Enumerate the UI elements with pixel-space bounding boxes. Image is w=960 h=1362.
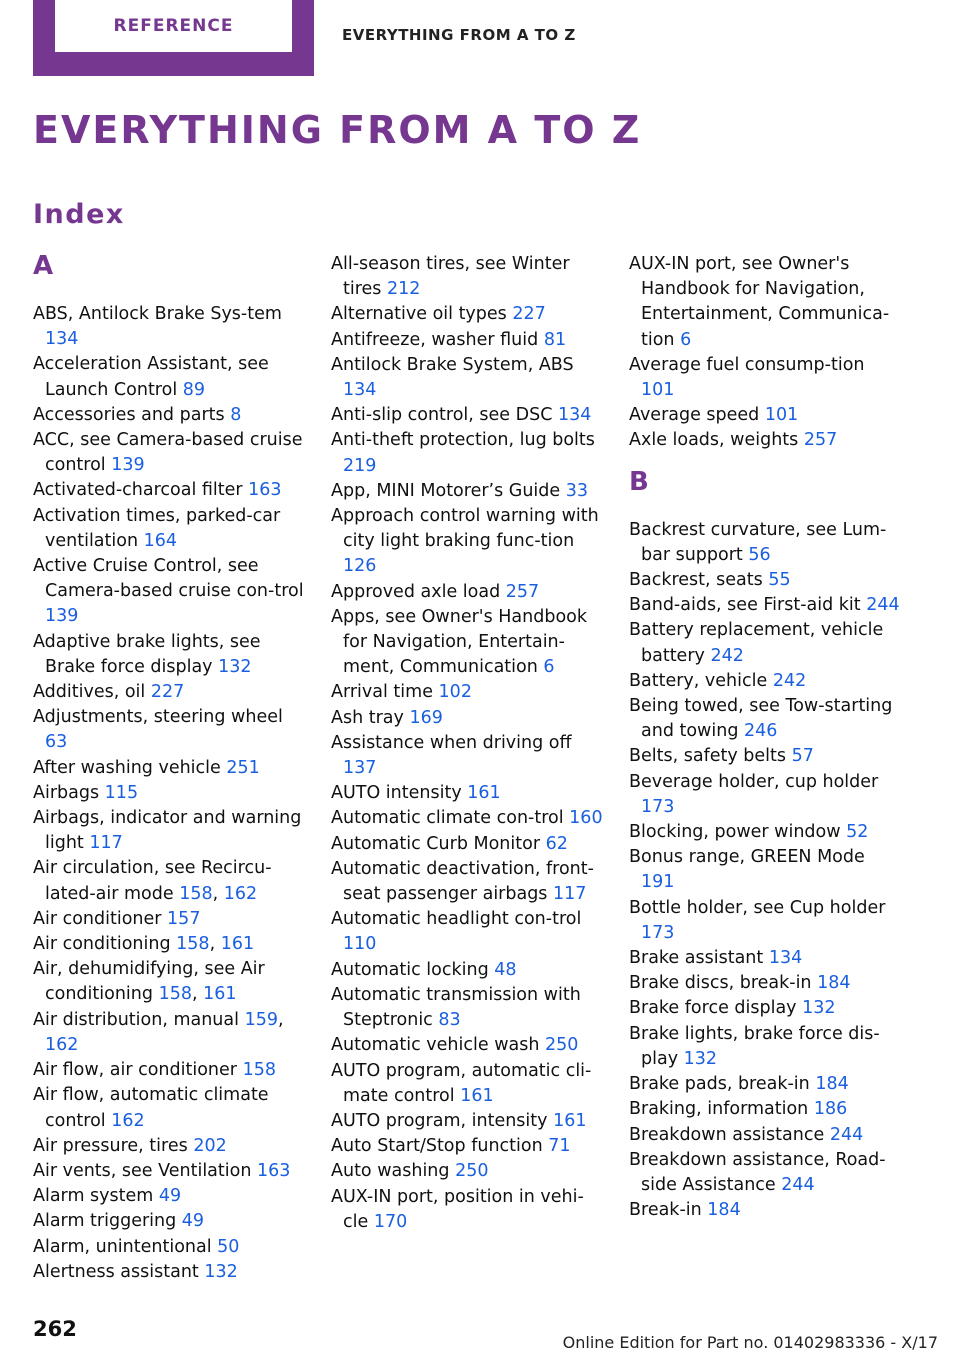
index-entry-text: Air vents, see Ventilation <box>33 1160 252 1181</box>
index-entry <box>331 1159 603 1184</box>
index-entry <box>629 946 901 971</box>
index-entry-text: Automatic vehicle wash <box>331 1035 540 1056</box>
page-reference-link[interactable]: 134 <box>768 948 803 969</box>
index-entry-text: Auto Start/Stop function <box>331 1136 543 1157</box>
index-entry-text: Adaptive brake lights, see Brake force display <box>33 631 261 677</box>
index-entry <box>629 353 901 403</box>
index-entry <box>629 896 901 946</box>
page-reference-link[interactable]: 50 <box>217 1236 240 1257</box>
index-entry-text: ACC, see Camera-based cruise control <box>33 430 303 476</box>
index-entry-text: Arrival time <box>331 682 433 703</box>
page-reference-link[interactable]: 62 <box>545 833 568 854</box>
page-reference-link[interactable]: 250 <box>455 1161 489 1182</box>
index-entry-text: Band-aids, see First-aid kit <box>629 595 861 616</box>
index-heading: Index <box>33 199 125 230</box>
index-entry <box>629 1097 901 1122</box>
index-entry-text: AUTO program, automatic cli-mate control <box>331 1060 592 1106</box>
page-reference-link[interactable]: 162 <box>111 1110 145 1131</box>
page-reference-link[interactable]: 227 <box>150 682 185 703</box>
page-reference-link[interactable]: 49 <box>181 1211 205 1232</box>
index-entry <box>331 403 603 428</box>
index-entry-text: Backrest curvature, see Lum-bar support <box>629 519 887 565</box>
index-entry <box>331 806 603 831</box>
index-entry-text: Brake assistant <box>629 948 764 969</box>
page-reference-link[interactable]: 250 <box>545 1035 579 1056</box>
index-entry <box>629 568 901 593</box>
index-entry-text: Approach control warning with city light braking func-tion <box>331 506 599 552</box>
page-reference-link[interactable]: 163 <box>248 480 282 501</box>
index-entry <box>629 820 901 845</box>
page-reference-link[interactable]: 8 <box>230 404 242 425</box>
index-entry <box>331 428 603 478</box>
page-reference-link[interactable]: 52 <box>846 822 869 843</box>
index-entry-text: Alternative oil types <box>331 304 507 325</box>
index-entry-text: Being towed, see Tow-starting and towing <box>629 696 893 742</box>
index-entry-text: Air flow, automatic climate control <box>33 1085 269 1131</box>
page-reference-link[interactable]: 132 <box>802 998 836 1019</box>
index-entry <box>331 353 603 403</box>
page-reference-link[interactable]: 139 <box>111 455 145 476</box>
index-entry-text: Automatic deactivation, front-seat passenger airbags <box>331 858 594 905</box>
index-entry <box>331 680 603 705</box>
page-reference-link[interactable]: 251 <box>226 757 260 778</box>
page-reference-link[interactable]: 162 <box>223 883 258 904</box>
index-entry <box>33 403 305 428</box>
index-entry <box>331 580 603 605</box>
index-entry <box>33 680 305 705</box>
page-reference-link[interactable]: 115 <box>104 782 139 803</box>
index-entry-text: Air pressure, tires <box>33 1135 188 1156</box>
index-entry-text: Blocking, power window <box>629 822 841 843</box>
index-entry <box>331 907 603 957</box>
page-reference-link[interactable]: 137 <box>343 758 377 779</box>
index-entry <box>33 478 305 503</box>
index-entry <box>33 756 305 781</box>
index-entry-text: Automatic locking <box>331 959 489 980</box>
index-entry-text: Apps, see Owner's Handbook for Navigation, Entertain-ment, Communication <box>331 606 588 678</box>
index-entry-text: Air, dehumidifying, see Air conditioning <box>33 959 265 1005</box>
index-entry <box>331 1059 603 1109</box>
page-reference-link[interactable]: 191 <box>641 872 675 893</box>
index-entry <box>629 669 901 694</box>
index-entry <box>33 1058 305 1083</box>
index-entry-text: Alarm system <box>33 1186 154 1207</box>
page-reference-link[interactable]: 132 <box>218 656 252 677</box>
header-tab <box>33 0 314 76</box>
index-entry-text: Accessories and parts <box>33 404 225 425</box>
index-entry <box>331 1185 603 1235</box>
index-entry-text: Air conditioner <box>33 908 162 929</box>
page-reference-link[interactable]: 110 <box>343 934 377 955</box>
index-entry <box>629 403 901 428</box>
index-entry-text: Breakdown assistance <box>629 1124 825 1145</box>
index-entry <box>33 1260 305 1285</box>
page-reference-link[interactable]: 33 <box>565 480 589 501</box>
page-reference-link[interactable]: 134 <box>558 405 592 426</box>
index-entry-text: Average fuel consump-tion <box>629 354 865 375</box>
page-reference-link[interactable]: 161 <box>460 1085 494 1106</box>
index-entry-text: AUX-IN port, see Owner's Handbook for Navigation, Entertainment, Communica-tion <box>629 254 890 350</box>
index-entry <box>33 1159 305 1184</box>
page-reference-link[interactable]: 161 <box>467 783 501 804</box>
index-entry-text: Alarm, unintentional <box>33 1236 212 1257</box>
index-entry <box>33 781 305 806</box>
index-entry <box>33 705 305 755</box>
index-entry-text: Additives, oil <box>33 682 146 703</box>
page-reference-link[interactable]: 173 <box>641 796 675 817</box>
page-number: 262 <box>33 1317 77 1341</box>
page-reference-link[interactable]: 134 <box>343 380 377 401</box>
index-entry-text: Assistance when driving off <box>331 732 572 753</box>
index-entry <box>331 857 603 907</box>
index-entry-text: Air distribution, manual <box>33 1009 239 1030</box>
page-reference-link[interactable]: 184 <box>707 1200 741 1221</box>
index-entry-text: Axle loads, weights <box>629 430 799 451</box>
index-entry-text: Bottle holder, see Cup holder <box>629 897 886 918</box>
index-entry <box>331 706 603 731</box>
index-entry <box>331 731 603 781</box>
index-entry <box>33 1209 305 1234</box>
index-entry <box>33 630 305 680</box>
index-entry-text: Activated-charcoal filter <box>33 480 243 501</box>
index-entry-text: Belts, safety belts <box>629 746 787 767</box>
page-reference-link[interactable]: 132 <box>683 1048 718 1069</box>
page-reference-link[interactable]: 71 <box>548 1136 571 1157</box>
index-entry <box>33 907 305 932</box>
header-tab-label: REFERENCE <box>55 0 292 52</box>
index-entry-text: AUTO program, intensity <box>331 1110 548 1131</box>
index-entry-text: ABS, Antilock Brake Sys-tem <box>33 304 282 324</box>
index-entry: Air, dehumidifying, see Air conditioning 158, 161 <box>33 959 265 1005</box>
index-entry <box>331 252 603 302</box>
page-reference-link[interactable]: 57 <box>791 746 814 767</box>
page-reference-link[interactable]: 184 <box>815 1074 849 1095</box>
index-entry <box>33 554 305 630</box>
page-reference-link[interactable]: 134 <box>45 329 79 350</box>
index-entry-text: Brake force display <box>629 998 797 1019</box>
page-reference-link[interactable]: 117 <box>89 833 123 854</box>
page-reference-link[interactable]: 257 <box>505 581 540 602</box>
index-entry: Air distribution, manual 159, 162 <box>33 1009 284 1055</box>
index-entry-text: Average speed <box>629 405 760 426</box>
index-entry-text: AUX-IN port, position in vehi-cle <box>331 1186 584 1232</box>
index-entry <box>331 1033 603 1058</box>
page-reference-link[interactable]: 169 <box>409 707 443 728</box>
page-reference-link[interactable]: 89 <box>182 379 206 400</box>
index-entry-text: Break-in <box>629 1200 702 1221</box>
index-entry <box>629 618 901 668</box>
index-entry <box>629 770 901 820</box>
index-entry-text: Automatic transmission with Steptronic <box>331 984 581 1031</box>
page-reference-link[interactable]: 219 <box>343 455 377 476</box>
page-reference-link[interactable]: 56 <box>748 544 771 565</box>
index-entry-text: Breakdown assistance, Road-side Assistance <box>629 1149 886 1195</box>
page-reference-link[interactable]: 227 <box>512 304 546 325</box>
index-entry <box>331 983 603 1033</box>
index-entry-text: Anti-theft protection, lug bolts <box>331 430 595 451</box>
page-reference-link[interactable]: 161 <box>220 934 255 955</box>
page-reference-link[interactable]: 212 <box>387 279 421 300</box>
page-reference-link[interactable]: 202 <box>193 1135 227 1156</box>
index-entry-text: Alarm triggering <box>33 1211 177 1232</box>
index-entry <box>33 504 305 554</box>
index-entry-text: Acceleration Assistant, see Launch Control <box>33 354 269 400</box>
page-reference-link[interactable]: 158 <box>179 883 213 904</box>
index-entry <box>629 1022 901 1072</box>
index-entry <box>33 302 305 352</box>
index-entry-text: Brake pads, break-in <box>629 1074 810 1095</box>
index-entry <box>33 352 305 402</box>
index-letter-heading: A <box>33 251 54 281</box>
page-reference-link[interactable]: 242 <box>710 645 744 666</box>
index-entry <box>331 781 603 806</box>
index-entry <box>331 302 603 327</box>
index-entry-text: Airbags, indicator and warning light <box>33 808 302 854</box>
index-column-1 <box>33 252 305 1285</box>
header-section-label: EVERYTHING FROM A TO Z <box>342 26 576 44</box>
index-entry-text: All-season tires, see Winter tires <box>331 254 570 300</box>
index-entry-text: Adjustments, steering wheel <box>33 707 283 728</box>
page-reference-link[interactable]: 186 <box>813 1099 848 1120</box>
page-reference-link[interactable]: 170 <box>373 1211 408 1232</box>
index-column-3 <box>629 252 901 1223</box>
index-entry-text: Antifreeze, washer fluid <box>331 329 539 350</box>
index-letter-heading: B <box>629 466 649 497</box>
page-reference-link[interactable]: 173 <box>641 922 675 943</box>
index-entry <box>629 694 901 744</box>
index-entry <box>629 996 901 1021</box>
index-entry-text: Beverage holder, cup holder <box>629 771 879 792</box>
index-entry-text: Battery, vehicle <box>629 670 768 691</box>
index-entry-text: Activation times, parked-car ventilation <box>33 505 281 551</box>
index-entry: Air circulation, see Recircu-lated-air mode 158, 162 <box>33 858 272 904</box>
index-entry-text: Brake lights, brake force dis-play <box>629 1023 880 1069</box>
index-entry-text: Air flow, air conditioner <box>33 1060 237 1081</box>
page-reference-link[interactable]: 81 <box>543 329 567 350</box>
index-entry <box>629 1072 901 1097</box>
page-reference-link[interactable]: 159 <box>244 1009 278 1030</box>
index-entry <box>629 593 901 618</box>
page-reference-link[interactable]: 6 <box>680 329 692 350</box>
index-entry-text: Anti-slip control, see DSC <box>331 405 553 426</box>
index-entry <box>629 518 901 568</box>
page-reference-link[interactable]: 160 <box>569 808 603 829</box>
index-entry <box>33 1184 305 1209</box>
page-reference-link[interactable]: 184 <box>817 973 851 994</box>
index-entry-text: Automatic Curb Monitor <box>331 833 541 854</box>
index-entry-text: Automatic climate con-trol <box>331 808 564 829</box>
page-reference-link[interactable]: 164 <box>143 530 178 551</box>
index-entry-text: Air conditioning <box>33 934 171 955</box>
page-reference-link[interactable]: 158 <box>158 984 192 1005</box>
index-entry <box>331 958 603 983</box>
page-reference-link[interactable]: 132 <box>204 1261 238 1282</box>
page-reference-link[interactable]: 161 <box>553 1110 587 1131</box>
index-entry <box>629 971 901 996</box>
index-entry <box>331 832 603 857</box>
page-reference-link[interactable]: 246 <box>744 721 778 742</box>
index-entry <box>629 744 901 769</box>
index-entry <box>629 252 901 353</box>
page-reference-link[interactable]: 158 <box>242 1060 276 1081</box>
index-entry-text: Active Cruise Control, see Camera-based cruise con-trol <box>33 556 304 602</box>
index-entry-text: App, MINI Motorer’s Guide <box>331 480 561 501</box>
index-entry-text: After washing vehicle <box>33 757 221 778</box>
index-entry-text: Antilock Brake System, ABS <box>331 354 574 375</box>
page-reference-link[interactable]: 63 <box>45 732 68 753</box>
index-entry <box>629 428 901 453</box>
index-entry-text: Air circulation, see Recircu-lated-air mode <box>33 858 272 904</box>
index-entry-text: Ash tray <box>331 707 404 728</box>
page-reference-link[interactable]: 242 <box>772 670 807 691</box>
index-entry <box>33 1083 305 1133</box>
index-entry-text: Airbags <box>33 782 100 803</box>
page-reference-link[interactable]: 161 <box>203 984 237 1005</box>
index-entry <box>33 428 305 478</box>
page-reference-link[interactable]: 163 <box>257 1160 291 1181</box>
index-entry <box>331 1134 603 1159</box>
index-entry-text: Backrest, seats <box>629 570 763 591</box>
index-entry <box>629 845 901 895</box>
page-reference-link[interactable]: 6 <box>543 657 555 678</box>
index-column-2 <box>331 252 603 1235</box>
page-reference-link[interactable]: 244 <box>829 1124 864 1145</box>
index-entry <box>33 1235 305 1260</box>
index-entry <box>331 1109 603 1134</box>
footer-edition: Online Edition for Part no. 01402983336 - X/17 <box>562 1333 938 1352</box>
page-reference-link[interactable]: 162 <box>45 1034 79 1055</box>
index-entry <box>33 806 305 856</box>
page-reference-link[interactable]: 83 <box>438 1010 461 1031</box>
page-reference-link[interactable]: 101 <box>641 380 675 401</box>
index-entry-text: Automatic headlight con-trol <box>331 909 582 930</box>
page-title: EVERYTHING FROM A TO Z <box>33 108 642 152</box>
index-entry <box>629 1198 901 1223</box>
index-entry-text: Braking, information <box>629 1099 809 1120</box>
page-reference-link[interactable]: 102 <box>438 682 472 703</box>
index-entry <box>629 1148 901 1198</box>
page-reference-link[interactable]: 257 <box>803 430 838 451</box>
index-entry <box>331 504 603 580</box>
page-reference-link[interactable]: 55 <box>768 570 791 591</box>
index-entry-text: Battery replacement, vehicle battery <box>629 620 884 666</box>
index-entry-text: Bonus range, GREEN Mode <box>629 847 865 868</box>
index-entry <box>331 328 603 353</box>
index-entry <box>629 1123 901 1148</box>
page-reference-link[interactable]: 126 <box>343 556 377 577</box>
index-entry <box>33 1134 305 1159</box>
index-entry-text: Auto washing <box>331 1161 450 1182</box>
index-entry: Air conditioning 158, 161 <box>33 934 255 955</box>
page-reference-link[interactable]: 117 <box>553 884 587 905</box>
index-entry-text: Brake discs, break-in <box>629 973 812 994</box>
index-entry-text: AUTO intensity <box>331 783 462 804</box>
index-entry <box>331 605 603 681</box>
page-reference-link[interactable]: 139 <box>45 606 79 627</box>
index-entry-text: Alertness assistant <box>33 1261 199 1282</box>
index-entry-text: Approved axle load <box>331 581 501 602</box>
index-entry <box>331 479 603 504</box>
page-reference-link[interactable]: 158 <box>176 934 210 955</box>
page-reference-link[interactable]: 101 <box>764 405 799 426</box>
page-reference-link[interactable]: 157 <box>167 908 201 929</box>
page-reference-link[interactable]: 244 <box>781 1174 815 1195</box>
page-reference-link[interactable]: 49 <box>158 1186 182 1207</box>
page-reference-link[interactable]: 244 <box>866 595 900 616</box>
page-reference-link[interactable]: 48 <box>494 959 517 980</box>
